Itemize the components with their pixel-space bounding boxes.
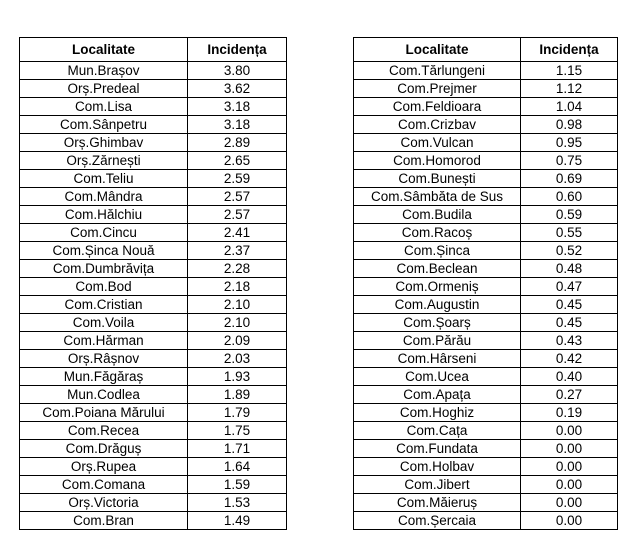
locality-cell: Com.Cristian <box>20 296 188 314</box>
incidence-cell: 1.93 <box>188 368 287 386</box>
locality-cell: Com.Budila <box>354 206 521 224</box>
incidence-cell: 0.00 <box>521 512 618 530</box>
incidence-cell: 0.69 <box>521 170 618 188</box>
locality-cell: Com.Șinca Nouă <box>20 242 188 260</box>
table-row <box>20 314 287 332</box>
locality-cell: Com.Fundata <box>354 440 521 458</box>
table-row <box>20 512 287 530</box>
table-row <box>354 98 618 116</box>
table-row <box>354 440 618 458</box>
table-row <box>20 278 287 296</box>
table-row <box>354 170 618 188</box>
incidence-cell: 0.60 <box>521 188 618 206</box>
table-row <box>20 368 287 386</box>
locality-cell: Orș.Predeal <box>20 80 188 98</box>
locality-cell: Mun.Codlea <box>20 386 188 404</box>
table-row <box>354 332 618 350</box>
table-header-row <box>20 38 287 62</box>
header-incidenta: Incidența <box>188 38 287 62</box>
incidence-cell: 0.45 <box>521 296 618 314</box>
locality-cell: Com.Bunești <box>354 170 521 188</box>
incidence-cell: 0.59 <box>521 206 618 224</box>
table-row <box>354 188 618 206</box>
table-row <box>354 512 618 530</box>
locality-cell: Com.Prejmer <box>354 80 521 98</box>
table-row <box>20 386 287 404</box>
header-localitate: Localitate <box>354 38 521 62</box>
table-row <box>20 494 287 512</box>
locality-cell: Com.Părău <box>354 332 521 350</box>
incidence-cell: 1.15 <box>521 62 618 80</box>
incidence-cell: 1.79 <box>188 404 287 422</box>
table-row <box>354 152 618 170</box>
incidence-cell: 0.55 <box>521 224 618 242</box>
incidence-cell: 1.53 <box>188 494 287 512</box>
locality-cell: Com.Drăguș <box>20 440 188 458</box>
incidence-cell: 1.64 <box>188 458 287 476</box>
incidence-cell: 0.42 <box>521 350 618 368</box>
table-row <box>20 188 287 206</box>
header-incidenta: Incidența <box>521 38 618 62</box>
table-row <box>354 62 618 80</box>
locality-cell: Com.Crizbav <box>354 116 521 134</box>
table-row <box>20 296 287 314</box>
locality-cell: Orș.Victoria <box>20 494 188 512</box>
table-row <box>354 134 618 152</box>
table-row <box>354 368 618 386</box>
table-row <box>354 494 618 512</box>
locality-cell: Com.Poiana Mărului <box>20 404 188 422</box>
table-row <box>20 242 287 260</box>
incidence-cell: 1.89 <box>188 386 287 404</box>
table-row <box>354 350 618 368</box>
table-row <box>20 170 287 188</box>
incidence-cell: 0.00 <box>521 458 618 476</box>
table-row <box>354 206 618 224</box>
incidence-cell: 0.27 <box>521 386 618 404</box>
locality-cell: Com.Bod <box>20 278 188 296</box>
locality-cell: Com.Tărlungeni <box>354 62 521 80</box>
incidence-cell: 0.19 <box>521 404 618 422</box>
incidence-cell: 1.04 <box>521 98 618 116</box>
table-row <box>354 116 618 134</box>
locality-cell: Com.Beclean <box>354 260 521 278</box>
table-row <box>354 260 618 278</box>
locality-cell: Com.Măieruș <box>354 494 521 512</box>
locality-cell: Com.Mândra <box>20 188 188 206</box>
table-row <box>20 458 287 476</box>
incidence-cell: 0.43 <box>521 332 618 350</box>
incidence-cell: 0.95 <box>521 134 618 152</box>
incidence-cell: 2.65 <box>188 152 287 170</box>
locality-cell: Com.Feldioara <box>354 98 521 116</box>
header-localitate: Localitate <box>20 38 188 62</box>
table-row <box>20 134 287 152</box>
locality-cell: Com.Ormeniș <box>354 278 521 296</box>
locality-cell: Com.Homorod <box>354 152 521 170</box>
table-row <box>354 476 618 494</box>
locality-cell: Mun.Făgăraș <box>20 368 188 386</box>
table-row <box>20 350 287 368</box>
table-row <box>20 260 287 278</box>
incidence-cell: 2.59 <box>188 170 287 188</box>
incidence-cell: 1.71 <box>188 440 287 458</box>
incidence-cell: 3.62 <box>188 80 287 98</box>
locality-cell: Com.Recea <box>20 422 188 440</box>
locality-cell: Com.Șercaia <box>354 512 521 530</box>
locality-cell: Com.Lisa <box>20 98 188 116</box>
locality-cell: Orș.Rupea <box>20 458 188 476</box>
locality-cell: Com.Hârseni <box>354 350 521 368</box>
locality-cell: Com.Bran <box>20 512 188 530</box>
locality-cell: Orș.Zărnești <box>20 152 188 170</box>
incidence-cell: 2.10 <box>188 314 287 332</box>
table-row <box>20 422 287 440</box>
incidence-cell: 0.47 <box>521 278 618 296</box>
locality-cell: Orș.Râșnov <box>20 350 188 368</box>
incidence-cell: 1.12 <box>521 80 618 98</box>
table-row <box>20 404 287 422</box>
incidence-table-left <box>19 37 287 530</box>
table-row <box>354 422 618 440</box>
table-row <box>20 62 287 80</box>
locality-cell: Com.Teliu <box>20 170 188 188</box>
incidence-cell: 2.28 <box>188 260 287 278</box>
incidence-cell: 2.37 <box>188 242 287 260</box>
incidence-cell: 1.75 <box>188 422 287 440</box>
table-row <box>354 80 618 98</box>
table-row <box>354 278 618 296</box>
table-row <box>354 296 618 314</box>
locality-cell: Com.Hărman <box>20 332 188 350</box>
table-row <box>20 98 287 116</box>
incidence-cell: 2.10 <box>188 296 287 314</box>
incidence-cell: 3.18 <box>188 116 287 134</box>
incidence-cell: 2.03 <box>188 350 287 368</box>
incidence-cell: 0.45 <box>521 314 618 332</box>
locality-cell: Com.Șinca <box>354 242 521 260</box>
incidence-cell: 0.75 <box>521 152 618 170</box>
table-row <box>20 80 287 98</box>
locality-cell: Com.Comana <box>20 476 188 494</box>
table-row <box>354 224 618 242</box>
table-row <box>20 224 287 242</box>
locality-cell: Com.Cața <box>354 422 521 440</box>
incidence-cell: 0.52 <box>521 242 618 260</box>
locality-cell: Com.Holbav <box>354 458 521 476</box>
incidence-cell: 3.80 <box>188 62 287 80</box>
incidence-cell: 1.59 <box>188 476 287 494</box>
locality-cell: Com.Augustin <box>354 296 521 314</box>
locality-cell: Com.Sâmbăta de Sus <box>354 188 521 206</box>
locality-cell: Com.Dumbrăvița <box>20 260 188 278</box>
locality-cell: Com.Voila <box>20 314 188 332</box>
locality-cell: Com.Racoș <box>354 224 521 242</box>
locality-cell: Com.Jibert <box>354 476 521 494</box>
table-row <box>20 440 287 458</box>
locality-cell: Mun.Brașov <box>20 62 188 80</box>
locality-cell: Com.Apața <box>354 386 521 404</box>
table-row <box>354 242 618 260</box>
locality-cell: Com.Șoarș <box>354 314 521 332</box>
table-row <box>354 404 618 422</box>
incidence-cell: 0.00 <box>521 440 618 458</box>
incidence-cell: 3.18 <box>188 98 287 116</box>
table-row <box>20 152 287 170</box>
incidence-cell: 2.89 <box>188 134 287 152</box>
incidence-cell: 0.48 <box>521 260 618 278</box>
incidence-cell: 0.00 <box>521 476 618 494</box>
incidence-cell: 2.57 <box>188 188 287 206</box>
incidence-cell: 0.00 <box>521 422 618 440</box>
incidence-cell: 2.57 <box>188 206 287 224</box>
table-row <box>354 458 618 476</box>
table-row <box>20 332 287 350</box>
table-header-row <box>354 38 618 62</box>
locality-cell: Com.Sânpetru <box>20 116 188 134</box>
locality-cell: Com.Hălchiu <box>20 206 188 224</box>
table-row <box>20 476 287 494</box>
incidence-cell: 0.00 <box>521 494 618 512</box>
locality-cell: Com.Vulcan <box>354 134 521 152</box>
incidence-cell: 2.41 <box>188 224 287 242</box>
table-row <box>354 386 618 404</box>
locality-cell: Orș.Ghimbav <box>20 134 188 152</box>
table-row <box>20 116 287 134</box>
incidence-cell: 0.40 <box>521 368 618 386</box>
incidence-cell: 0.98 <box>521 116 618 134</box>
incidence-cell: 1.49 <box>188 512 287 530</box>
locality-cell: Com.Ucea <box>354 368 521 386</box>
table-row <box>20 206 287 224</box>
incidence-table-right <box>353 37 618 530</box>
incidence-cell: 2.09 <box>188 332 287 350</box>
table-row <box>354 314 618 332</box>
locality-cell: Com.Cincu <box>20 224 188 242</box>
locality-cell: Com.Hoghiz <box>354 404 521 422</box>
incidence-cell: 2.18 <box>188 278 287 296</box>
